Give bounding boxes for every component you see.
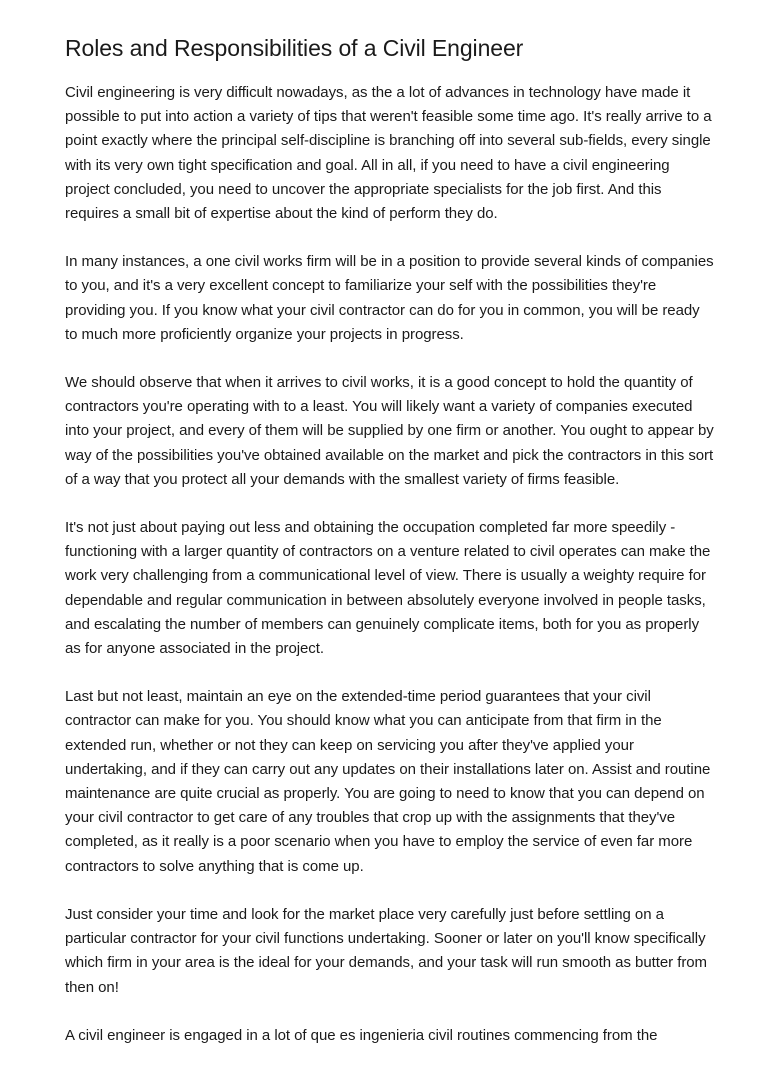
paragraph-companies: In many instances, a one civil works firm will be in a position to provide several kinds of companies to you, and it's a very excellent concept to familiarize your self with the possibilities they're providing you. If you know what your civil contractor can do for you in common, you will be ready to much more proficiently organize your projects in progress. xyxy=(65,253,714,343)
paragraph-contractor-quantity: We should observe that when it arrives to civil works, it is a good concept to hold the quantity of contractors you're operating with to a least. You will likely want a variety of companies executed into your project, and every of them will be supplied by one firm or another. You ought to appear by way of the possibilities you've obtained available on the market and pick the contractors in this sort of a way that you protect all your demands with the smallest variety of firms feasible. xyxy=(65,374,714,488)
document-page xyxy=(65,32,715,1072)
paragraph-consider-time: Just consider your time and look for the market place very carefully just before settling on a particular contractor for your civil functions undertaking. Sooner or later on you'll know specifically which firm in your area is the ideal for your demands, and your task will run smooth as butter from then on! xyxy=(65,905,707,996)
paragraph-civil-engineer: A civil engineer is engaged in a lot of que es ingenieria civil routines commencing from the xyxy=(65,1026,658,1044)
paragraph-communication: It's not just about paying out less and obtaining the occupation completed far more speedily - functioning with a larger quantity of contractors on a venture related to civil operates can make the work very challenging from a communicational level of view. There is usually a weighty require for dependable and regular communication in between absolutely everyone involved in people tasks, and escalating the number of members can genuinely complicate items, both for you as properly as for anyone associated in the project. xyxy=(65,519,711,658)
paragraph-guarantees: Last but not least, maintain an eye on the extended-time period guarantees that your civil contractor can make for you. You should know what you can anticipate from that firm in the extended run, whether or not they can keep on servicing you after they've applied your undertaking, and if they can carry out any updates on their installations later on. Assist and routine maintenance are quite crucial as properly. You are going to need to know that you can depend on your civil contractor to get care of any troubles that crop up with the assignments that they've completed, as it really is a poor scenario when you have to employ the service of even far more contractors to solve anything that is come up. xyxy=(65,688,711,875)
page-title: Roles and Responsibilities of a Civil Engineer xyxy=(65,35,524,61)
paragraph-intro: Civil engineering is very difficult nowadays, as the a lot of advances in technology have made it possible to put into action a variety of tips that weren't feasible some time ago. It's really arrive to a point exactly where the principal self-discipline is branching off into several sub-fields, every single with its very own tight specification and goal. All in all, if you need to have a civil engineering project concluded, you need to uncover the appropriate specialists for the job first. And this requires a small bit of expertise about the kind of perform they do. xyxy=(65,84,712,223)
